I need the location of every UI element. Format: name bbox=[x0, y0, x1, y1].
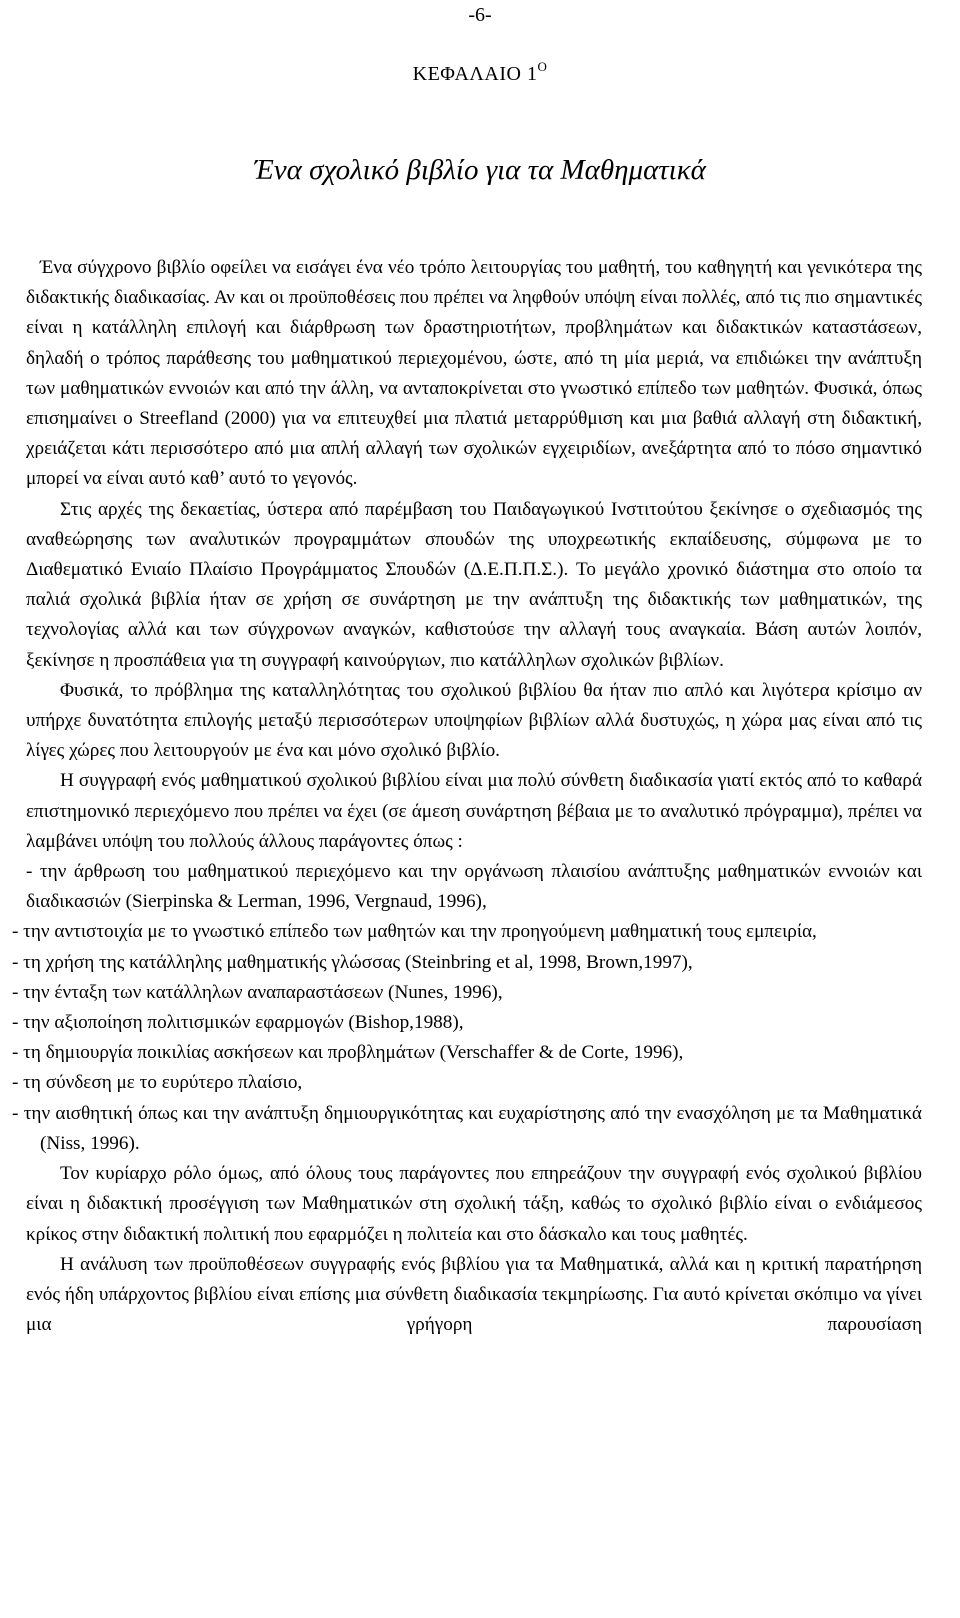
chapter-heading bbox=[0, 54, 960, 87]
paragraph-intro: Ένα σύγχρονο βιβλίο οφείλει να εισάγει ένα νέο τρόπο λειτουργίας του μαθητή, του καθηγητή και γενικότερα της διδακτικής διαδικασίας. Αν και οι προϋποθέσεις που πρέπει να ληφθούν υπόψη είναι πολλές, από τις πιο σημαντικές είναι η κατάλληλη επιλογή και διάρθρωση των δραστηριοτήτων, προβλημάτων και διδακτικών καταστάσεων, δηλαδή ο τρόπος παράθεσης του μαθηματικού περιεχομένου, ώστε, από τη μία μεριά, να επιδιώκει την ανάπτυξη των μαθηματικών εννοιών και από την άλλη, να ανταποκρίνεται στο γνωστικό επίπεδο των μαθητών. Φυσικά, όπως επισημαίνει ο Streefland (2000) για να επιτευχθεί μια πλατιά μεταρρύθμιση και μια βαθιά αλλαγή στη διδακτική, χρειάζεται κάτι περισσότερο από μια απλή αλλαγή των σχολικών εγχειριδίων, ανεξάρτητα από το πόσο σημαντικό μπορεί να είναι αυτό καθ’ αυτό το γεγονός. bbox=[26, 257, 922, 490]
factor-item: - την αισθητική όπως και την ανάπτυξη δημιουργικότητας και ευχαρίστησης από την ενασχόληση με τα Μαθηματικά (Niss, 1996). bbox=[12, 1102, 922, 1154]
page-number: -6- bbox=[468, 4, 492, 26]
factor-item: - την αξιοποίηση πολιτισμικών εφαρμογών (Bishop,1988), bbox=[12, 1012, 464, 1034]
paragraph-didactic-approach: Τον κυρίαρχο ρόλο όμως, από όλους τους παράγοντες που επηρεάζουν την συγγραφή ενός σχολικού βιβλίου είναι η διδακτική προσέγγιση των Μαθηματικών στη σχολική τάξη, καθώς το σχολικό βιβλίο είναι ο ενδιάμεσος κρίκος στην διδακτική πολιτική που εφαρμόζει η πολιτεία και στο δάσκαλο και τους μαθητές. bbox=[26, 1163, 922, 1245]
factors-list bbox=[12, 857, 922, 1159]
chapter-superscript: Ο bbox=[537, 59, 548, 74]
section-title: Ένα σχολικό βιβλίο για τα Μαθηματικά bbox=[254, 154, 706, 186]
chapter-label: ΚΕΦΑΛΑΙΟ 1 bbox=[412, 63, 538, 85]
factor-item: - την ένταξη των κατάλληλων αναπαραστάσεων (Nunes, 1996), bbox=[12, 981, 503, 1003]
factor-item: - την αντιστοιχία με το γνωστικό επίπεδο των μαθητών και την προηγούμενη μαθηματική τους εμπειρία, bbox=[12, 921, 817, 943]
paragraph-curriculum: Στις αρχές της δεκαετίας, ύστερα από παρέμβαση του Παιδαγωγικού Ινστιτούτου ξεκίνησε ο σχεδιασμός της αναθεώρησης των αναλυτικών προγραμμάτων σπουδών της υποχρεωτικής εκπαίδευσης, σύμφωνα με το Διαθεματικό Ενιαίο Πλαίσιο Προγράμματος Σπουδών (Δ.Ε.Π.Π.Σ.). Το μεγάλο χρονικό διάστημα στο οποίο τα παλιά σχολικά βιβλία ήταν σε χρήση σε συνάρτηση με την ανάπτυξη της διδακτικής των μαθηματικών, της τεχνολογίας αλλά και των σύγχρονων αναγκών, καθιστούσε την αλλαγή τους αναγκαία. Βάση αυτών λοιπόν, ξεκίνησε η προσπάθεια για τη συγγραφή καινούργιων, πιο κατάλληλων σχολικών βιβλίων. bbox=[26, 498, 922, 671]
body-text bbox=[12, 253, 922, 1340]
factor-item: - τη χρήση της κατάλληλης μαθηματικής γλώσσας (Steinbring et al, 1998, Brown,1997), bbox=[12, 951, 693, 973]
paragraph-textbook-choice: Φυσικά, το πρόβλημα της καταλληλότητας του σχολικού βιβλίου θα ήταν πιο απλό και λιγότερα κρίσιμο αν υπήρχε δυνατότητα επιλογής μεταξύ περισσότερων υποψηφίων βιβλίων αλλά δυστυχώς, η χώρα μας είναι από τις λίγες χώρες που λειτουργούν με ένα και μόνο σχολικό βιβλίο. bbox=[26, 679, 922, 762]
factor-item: - τη δημιουργία ποικιλίας ασκήσεων και προβλημάτων (Verschaffer & de Corte, 1996), bbox=[12, 1042, 684, 1064]
paragraph-analysis: Η ανάλυση των προϋποθέσεων συγγραφής ενός βιβλίου για τα Μαθηματικά, αλλά και η κριτική παρατήρηση ενός ήδη υπάρχοντος βιβλίου είναι επίσης μια σύνθετη διαδικασία τεκμηρίωσης. Για αυτό κρίνεται σκόπιμο να γίνει μια γρήγορη παρουσίαση bbox=[26, 1253, 922, 1336]
factor-item: - την άρθρωση του μαθηματικού περιεχόμενο και την οργάνωση πλαισίου ανάπτυξης μαθηματικών εννοιών και διαδικασιών (Sierpinska & Lerman, 1996, Vergnaud, 1996), bbox=[26, 861, 922, 913]
paragraph-writing-complexity: Η συγγραφή ενός μαθηματικού σχολικού βιβλίου είναι μια πολύ σύνθετη διαδικασία γιατί εκτός από το καθαρά επιστημονικό περιεχόμενο που πρέπει να έχει (σε άμεση συνάρτηση βέβαια με το αναλυτικό πρόγραμμα), πρέπει να λαμβάνει υπόψη του πολλούς άλλους παράγοντες όπως : bbox=[26, 770, 922, 852]
factor-item: - τη σύνδεση με το ευρύτερο πλαίσιο, bbox=[12, 1072, 303, 1094]
